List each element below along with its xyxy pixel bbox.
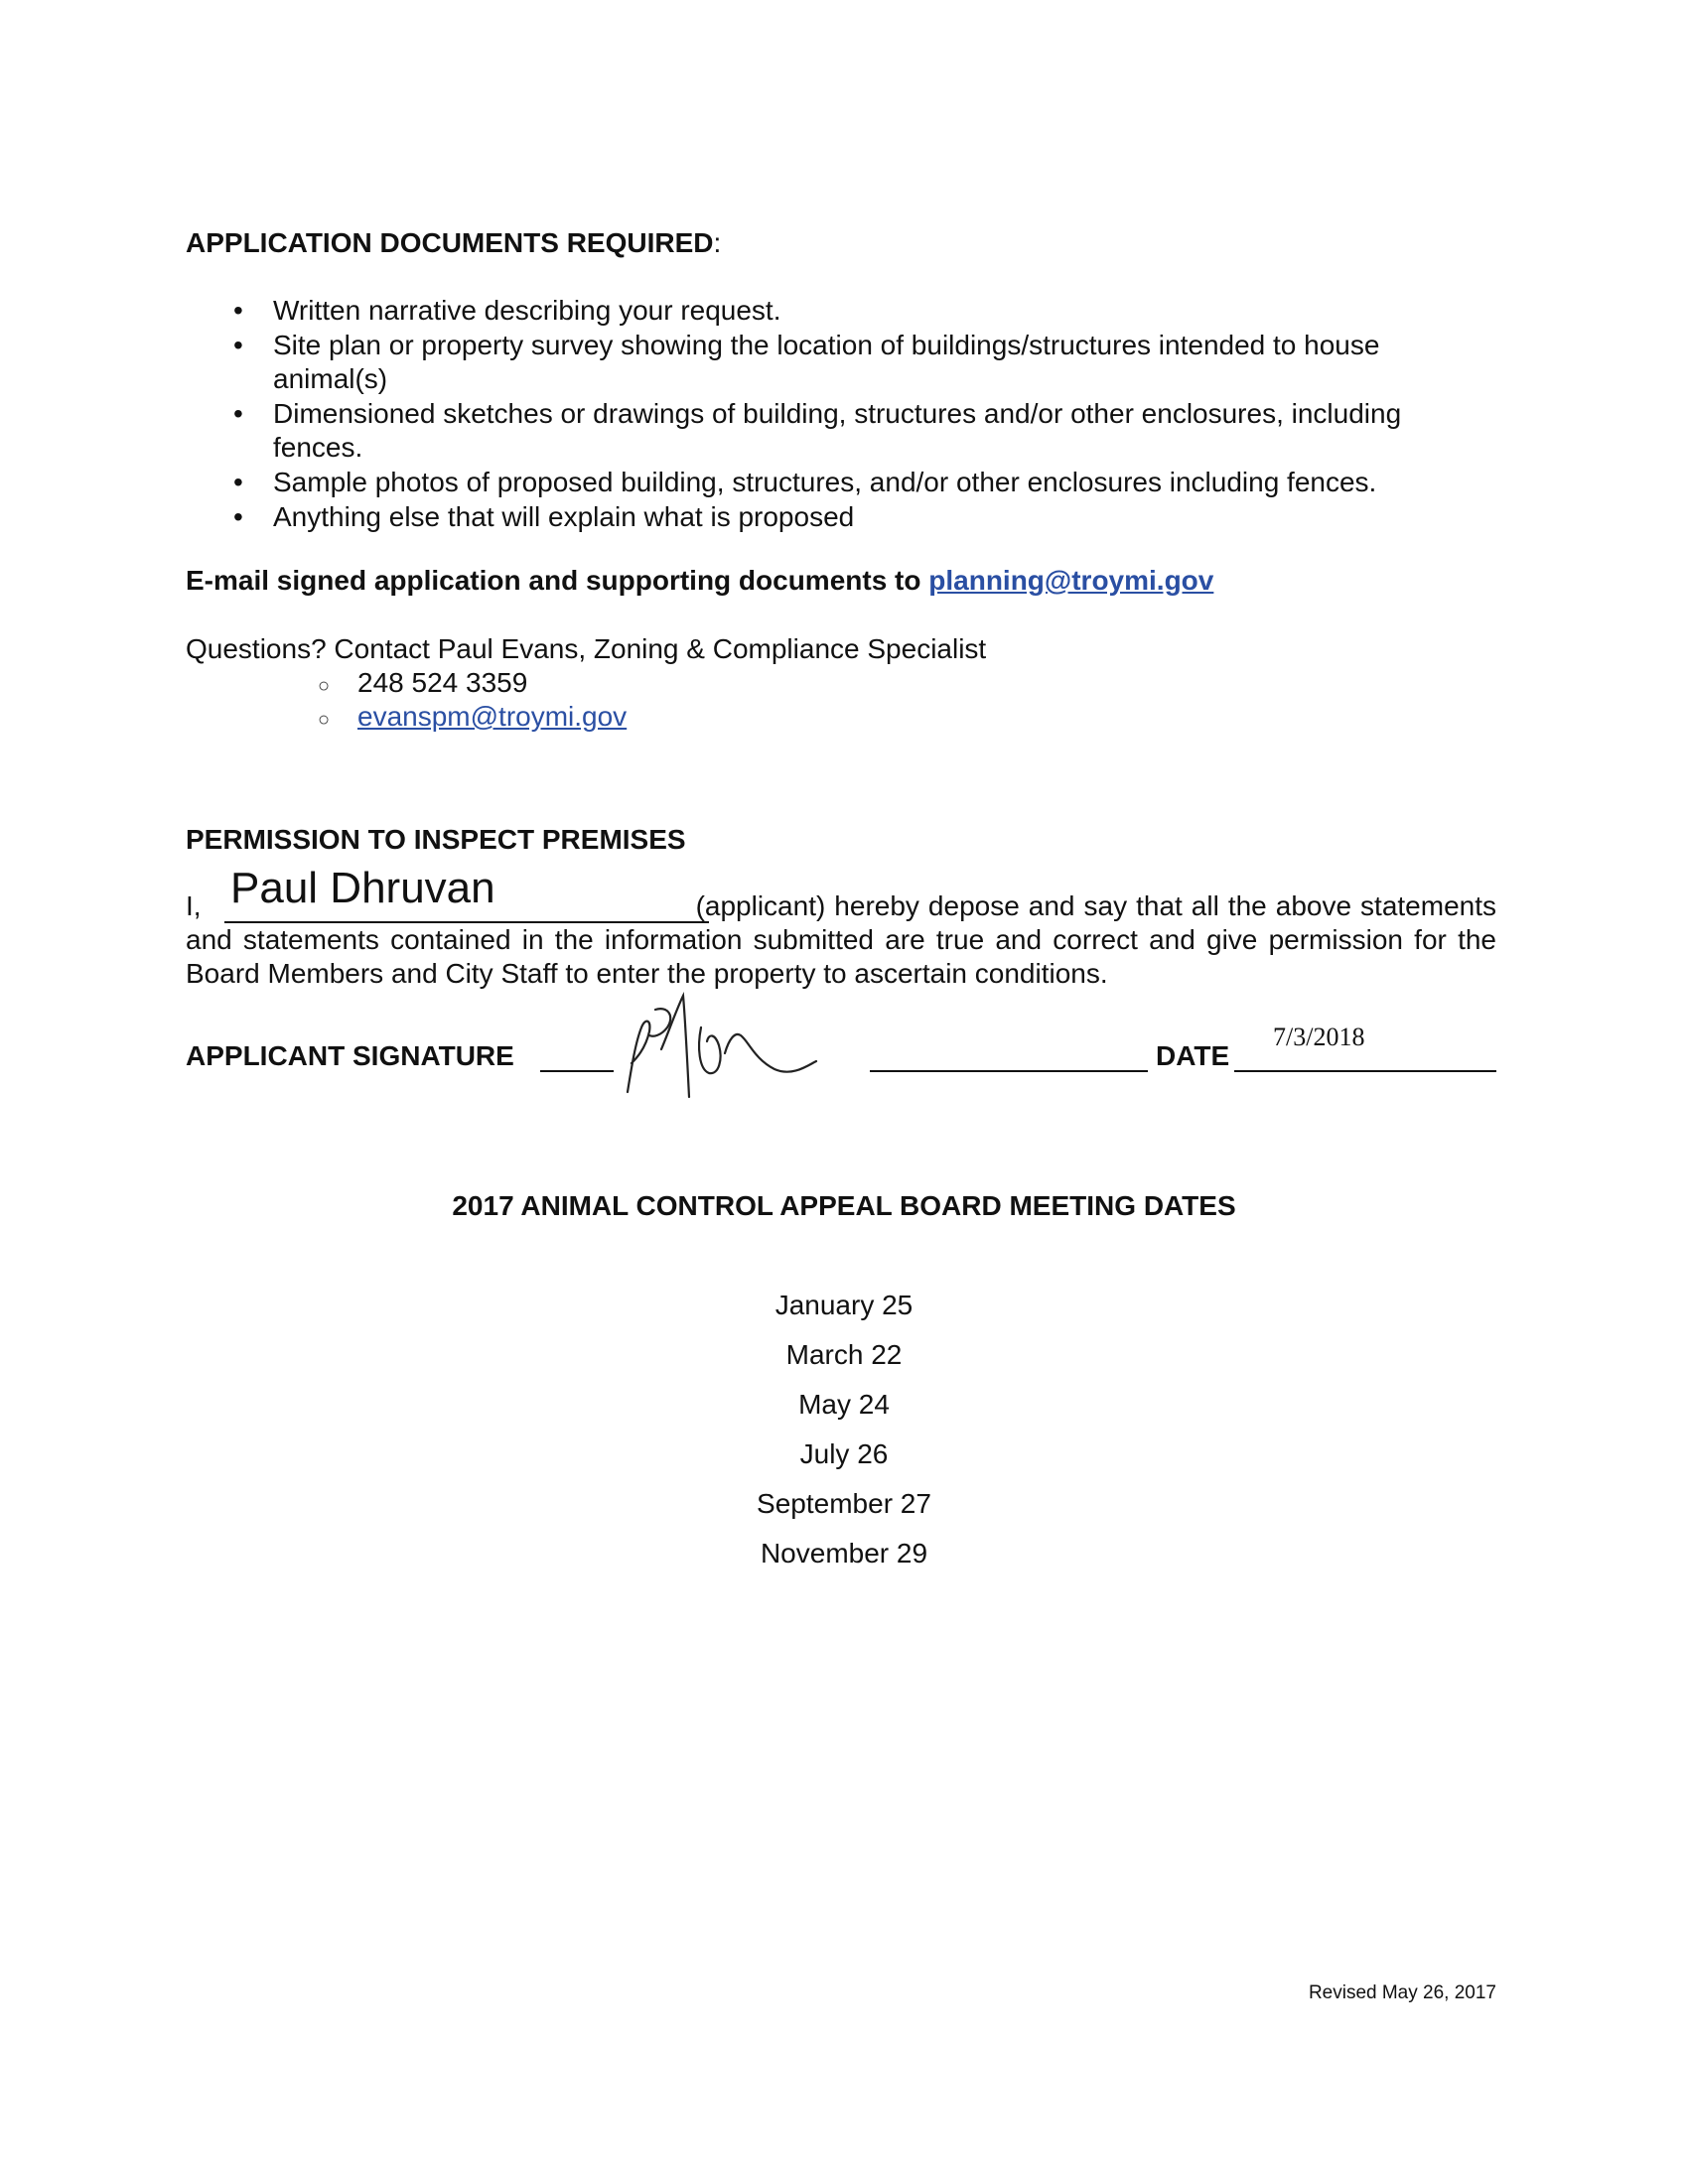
list-item: • Sample photos of proposed building, structures, and/or other enclosures including fences. <box>233 467 1377 497</box>
planning-email-link[interactable]: planning@troymi.gov <box>928 565 1214 596</box>
bullet-icon: • <box>233 467 243 497</box>
list-item: • Anything else that will explain what is proposed <box>233 501 855 532</box>
signature-underline <box>870 1070 1148 1072</box>
circle-bullet-icon: ○ <box>318 709 331 731</box>
meeting-dates-heading: 2017 ANIMAL CONTROL APPEAL BOARD MEETING DATES <box>452 1190 1236 1221</box>
date-label: DATE <box>1156 1040 1230 1071</box>
list-item: • Site plan or property survey showing the location of buildings/structures intended to house animal(s) <box>233 330 1380 394</box>
meeting-date: July 26 <box>799 1438 889 1469</box>
bullet-icon: • <box>233 330 243 360</box>
applicant-name-field[interactable]: Paul Dhruvan <box>230 864 495 912</box>
documents-list <box>186 294 1496 535</box>
meeting-dates-list <box>0 1289 1688 1586</box>
bullet-icon: • <box>233 501 243 532</box>
revised-date: Revised May 26, 2017 <box>1308 1982 1496 2003</box>
list-item: • Dimensioned sketches or drawings of building, structures and/or other enclosures, including fences. <box>233 398 1402 463</box>
phone-row <box>318 666 527 703</box>
bullet-icon: • <box>233 295 243 326</box>
list-item: • Written narrative describing your request. <box>233 295 781 326</box>
meeting-date: January 25 <box>774 1290 914 1320</box>
meeting-date: May 24 <box>798 1389 890 1420</box>
meeting-date: November 29 <box>760 1538 928 1569</box>
signature-underline <box>540 1070 614 1072</box>
circle-bullet-icon: ○ <box>318 675 331 697</box>
permission-heading: PERMISSION TO INSPECT PREMISES <box>186 824 686 855</box>
bullet-icon: • <box>233 398 243 429</box>
signature-label: APPLICANT SIGNATURE <box>186 1040 514 1071</box>
contact-email-link[interactable]: evanspm@troymi.gov <box>357 701 628 732</box>
phone-number: 248 524 3359 <box>357 667 528 698</box>
email-row <box>318 700 627 737</box>
permission-statement: I, (applicant) hereby depose and say that all the above statements and statements contained in the information submitted are true and correct and give permission for the Board Members and City Staff to enter the property to ascertain conditions. <box>186 890 1496 989</box>
signature-image <box>606 988 874 1107</box>
meeting-date: March 22 <box>785 1339 903 1370</box>
meeting-date: September 27 <box>757 1488 931 1519</box>
documents-heading: APPLICATION DOCUMENTS REQUIRED: <box>186 227 722 258</box>
email-instruction: E-mail signed application and supporting documents to planning@troymi.gov <box>186 565 1214 596</box>
questions-contact: Questions? Contact Paul Evans, Zoning & Compliance Specialist <box>186 633 987 664</box>
date-field[interactable]: 7/3/2018 <box>1273 1023 1365 1051</box>
date-underline <box>1234 1070 1496 1072</box>
